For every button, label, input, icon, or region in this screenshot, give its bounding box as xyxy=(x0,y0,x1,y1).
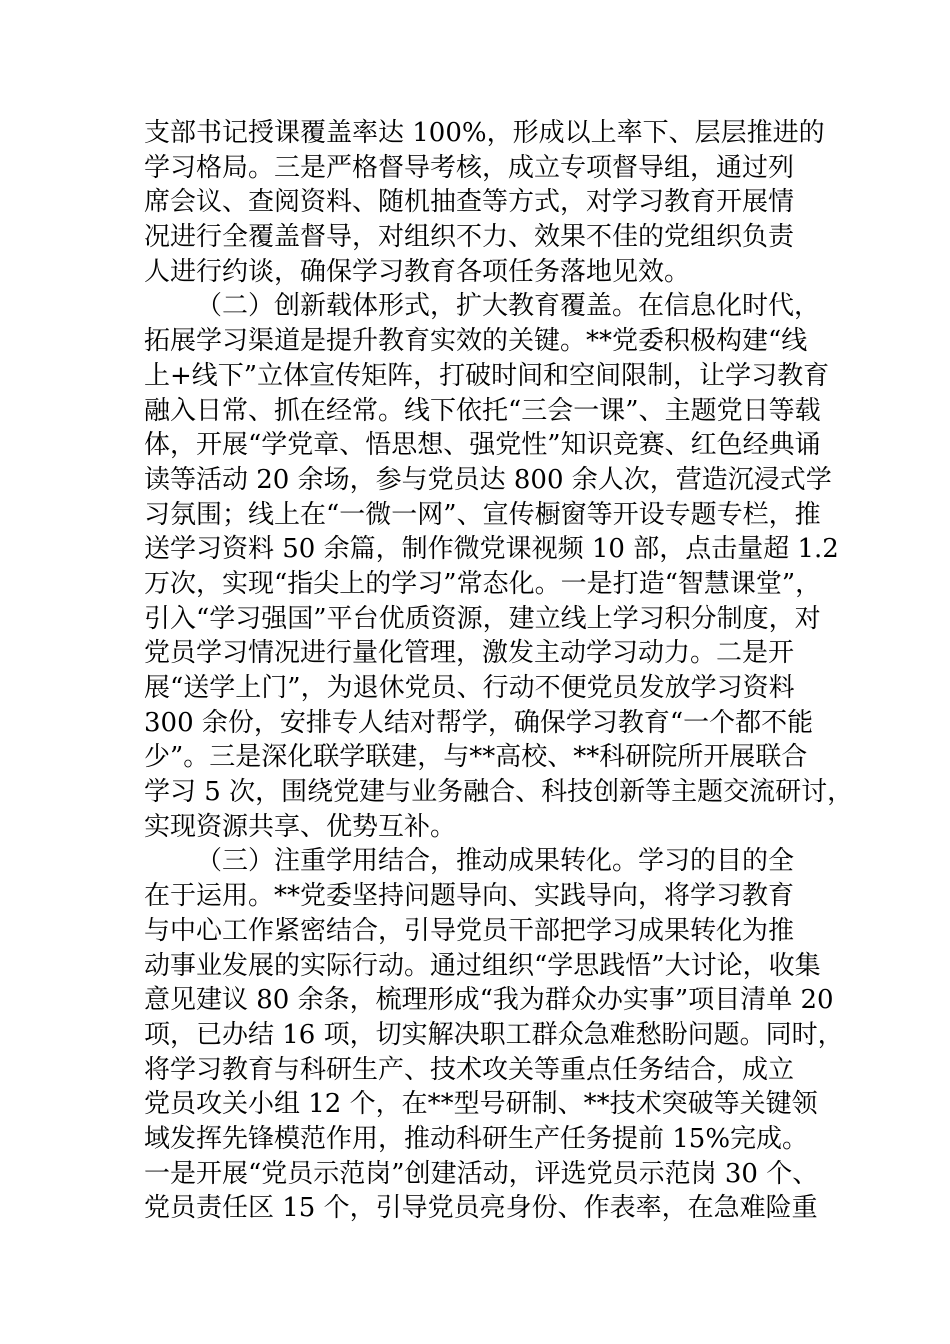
text-line: 少”。三是深化联学联建，与**高校、**科研院所开展联合 xyxy=(144,742,808,773)
text-line: 学习 5 次，围绕党建与业务融合、科技创新等主题交流研讨， xyxy=(144,777,854,808)
text-line: 拓展学习渠道是提升教育实效的关键。**党委积极构建“线 xyxy=(144,326,808,357)
body-text xyxy=(144,116,854,1226)
text-line: 引入“学习强国”平台优质资源，建立线上学习积分制度，对 xyxy=(144,603,821,634)
text-line: 动事业发展的实际行动。通过组织“学思践悟”大讨论，收集 xyxy=(144,950,821,981)
text-line: 习氛围；线上在“一微一网”、宣传橱窗等开设专题专栏，推 xyxy=(144,499,821,530)
text-line: 支部书记授课覆盖率达 100%，形成以上率下、层层推进的 xyxy=(144,118,825,148)
section-heading-line: （二）创新载体形式，扩大教育覆盖。在信息化时代， xyxy=(196,291,821,322)
text-line: 将学习教育与科研生产、技术攻关等重点任务结合，成立 xyxy=(144,1054,795,1085)
text-line: 一是开展“党员示范岗”创建活动，评选党员示范岗 30 个、 xyxy=(144,1158,819,1189)
text-line: 读等活动 20 余场，参与党员达 800 余人次，营造沉浸式学 xyxy=(144,464,832,495)
text-line: 党员责任区 15 个，引导党员亮身份、作表率，在急难险重 xyxy=(144,1193,818,1224)
text-line: 300 余份，安排专人结对帮学，确保学习教育“一个都不能 xyxy=(144,707,814,738)
text-line: 党员攻关小组 12 个，在**型号研制、**技术突破等关键领 xyxy=(144,1089,818,1120)
text-line: 融入日常、抓在经常。线下依托“三会一课”、主题党日等载 xyxy=(144,395,821,426)
text-line: 况进行全覆盖督导，对组织不力、效果不佳的党组织负责 xyxy=(144,222,795,253)
section-heading-line: （三）注重学用结合，推动成果转化。学习的目的全 xyxy=(196,846,795,877)
text-line: 送学习资料 50 余篇，制作微党课视频 10 部，点击量超 1.2 xyxy=(144,534,839,565)
text-line: 席会议、查阅资料、随机抽查等方式，对学习教育开展情 xyxy=(144,187,795,218)
text-line: 在于运用。**党委坚持问题导向、实践导向，将学习教育 xyxy=(144,881,795,912)
text-line: 展“送学上门”，为退休党员、行动不便党员发放学习资料 xyxy=(144,673,795,703)
text-line: 上+线下”立体宣传矩阵，打破时间和空间限制，让学习教育 xyxy=(144,360,830,391)
text-line: 与中心工作紧密结合，引导党员干部把学习成果转化为推 xyxy=(144,915,795,946)
text-line: 实现资源共享、优势互补。 xyxy=(144,811,457,842)
text-line: 党员学习情况进行量化管理，激发主动学习动力。二是开 xyxy=(144,638,795,669)
text-line: 人进行约谈，确保学习教育各项任务落地见效。 xyxy=(144,256,691,287)
text-line: 域发挥先锋模范作用，推动科研生产任务提前 15%完成。 xyxy=(144,1123,809,1154)
text-line: 项，已办结 16 项，切实解决职工群众急难愁盼问题。同时， xyxy=(144,1019,844,1050)
text-line: 体，开展“学党章、悟思想、强党性”知识竞赛、红色经典诵 xyxy=(144,430,821,461)
text-line: 学习格局。三是严格督导考核，成立专项督导组，通过列 xyxy=(144,152,795,183)
text-line: 意见建议 80 余条，梳理形成“我为群众办实事”项目清单 20 xyxy=(144,985,834,1016)
text-line: 万次，实现“指尖上的学习”常态化。一是打造“智慧课堂”， xyxy=(144,568,822,599)
